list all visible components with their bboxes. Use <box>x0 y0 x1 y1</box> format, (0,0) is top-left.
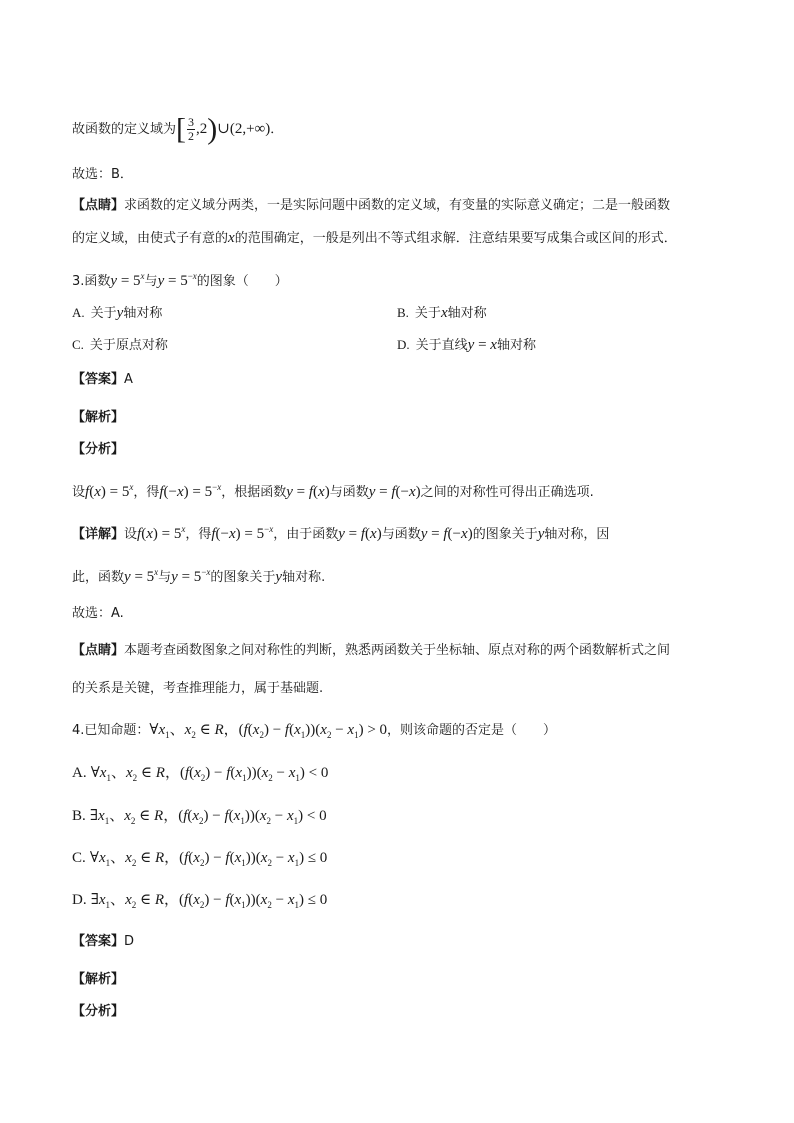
dianjing-3-line-1: 【点睛】本题考查函数图象之间对称性的判断，熟悉两函数关于坐标轴、原点对称的两个函数解析式之间 <box>72 643 671 658</box>
xiangjie-3-line-2: 此，函数$y = 5^x$与$y = 5^{-x}$的图象关于y轴对称. <box>72 567 326 585</box>
answer-3: 【答案】A <box>72 372 133 387</box>
domain-line: 故函数的定义域为[ $\frac{3}{2}$ ,2)∪(2,+∞)． <box>72 112 284 146</box>
dianjing-3-line-2: 的关系是关键，考查推理能力，属于基础题. <box>72 681 324 696</box>
option-4d: D. $\exists x_1$、$x_2$ ∈ R，$(f(x_2) - f(x_1))(x_2 - x_1) \le 0$ <box>72 892 328 910</box>
question-4: 4.已知命题：$\forall x_1$、$x_2$ ∈ R，$(f(x_2) - f(x_1))(x_2 - x_1) > 0$，则该命题的否定是（ ） <box>72 722 557 740</box>
domain-text: 故函数的定义域为 <box>72 121 177 137</box>
option-3a: A. 关于y轴对称 <box>72 305 163 321</box>
fenxi-3: 【分析】 <box>72 442 125 457</box>
fraction: $\frac{3}{2}$ <box>188 115 195 143</box>
option-4a: A. $\forall x_1$、$x_2$ ∈ R，$(f(x_2) - f(x_1))(x_2 - x_1) < 0$ <box>72 765 329 783</box>
jiexi-3: 【解析】 <box>72 410 125 425</box>
option-4c: C. $\forall x_1$、$x_2$ ∈ R，$(f(x_2) - f(x_1))(x_2 - x_1) \le 0$ <box>72 850 328 868</box>
question-3: 3.函数$y = 5^x$与$y = 5^{-x}$的图象（ ） <box>72 271 288 289</box>
jiexi-4: 【解析】 <box>72 972 125 987</box>
option-3c: C. 关于原点对称 <box>72 337 168 353</box>
option-3d: D. 关于直线y = x轴对称 <box>397 337 536 353</box>
xiangjie-3-line-1: 【详解】设$f(x) = 5^x$，得$f(-x) = 5^{-x}$，由于函数y = f(x)与函数y = f(−x)的图象关于y轴对称，因 <box>72 524 610 542</box>
answer-4: 【答案】D <box>72 934 135 949</box>
choose-a: 故选：A. <box>72 606 124 621</box>
dianjing-line-1: 【点睛】求函数的定义域分两类，一是实际问题中函数的定义域，有变量的实际意义确定；二是一般函数 <box>72 198 671 213</box>
fenxi-3-text: 设$f(x) = 5^x$，得$f(-x) = 5^{-x}$，根据函数y = f(x)与函数y = f(−x)之间的对称性可得出正确选项. <box>72 482 594 500</box>
option-3b: B. 关于x轴对称 <box>397 305 487 321</box>
dianjing-line-2: 的定义域，由使式子有意的x的范围确定，一般是列出不等式组求解．注意结果要写成集合或区间的形式． <box>72 230 677 246</box>
option-4b: B. $\exists x_1$、$x_2$ ∈ R，$(f(x_2) - f(x_1))(x_2 - x_1) < 0$ <box>72 808 327 826</box>
fenxi-4: 【分析】 <box>72 1004 125 1019</box>
choose-b: 故选：B． <box>72 167 133 182</box>
